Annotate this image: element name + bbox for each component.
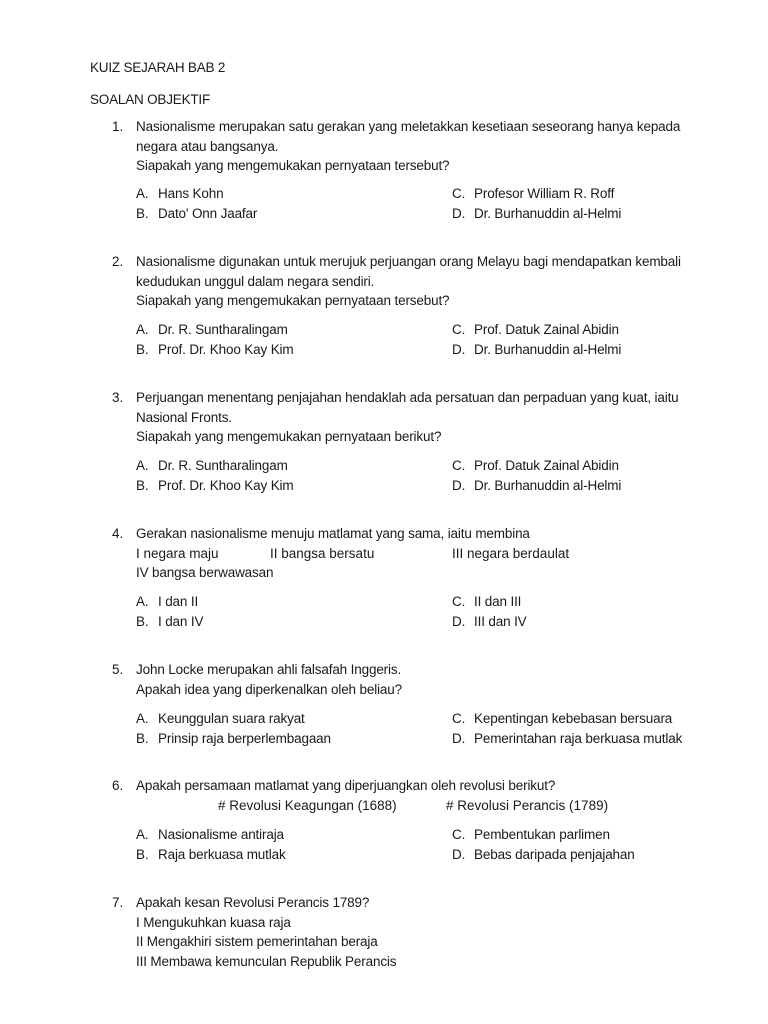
question-line: Apakah idea yang diperkenalkan oleh beliau? [136,681,403,697]
option-d[interactable]: D. Pemerintahan raja berkuasa mutlak [452,730,683,746]
roman-choice-ii: II bangsa bersatu [270,545,375,561]
option-a[interactable]: A. Hans Kohn [136,186,224,201]
option-b[interactable]: B. Prof. Dr. Khoo Kay Kim [136,477,294,493]
roman-choice-i: I negara maju [136,545,219,561]
question-number: 3. [112,390,124,405]
question-line: Apakah kesan Revolusi Perancis 1789? [136,895,370,910]
question-text [136,388,696,447]
question-text [136,893,696,971]
option-a[interactable]: A. I dan II [136,594,199,609]
question-line: Perjuangan menentang penjajahan hendaklah ada persatuan dan perpaduan yang kuat, iaitu [136,390,679,405]
option-b[interactable]: B. Dato' Onn Jaafar [136,205,258,221]
question-text [136,660,696,699]
roman-choice-iv: IV bangsa berwawasan [136,565,274,580]
question-text [136,252,696,311]
question-line: Apakah persamaan matlamat yang diperjuangkan oleh revolusi berikut? [136,778,556,793]
option-d[interactable]: D. Bebas daripada penjajahan [452,846,635,862]
question-line: II Mengakhiri sistem pemerintahan beraja [136,934,378,949]
question-line: Siapakah yang mengemukakan pernyataan tersebut? [136,293,450,308]
option-a[interactable]: A. Dr. R. Suntharalingam [136,458,288,473]
option-c[interactable]: C. Kepentingan kebebasan bersuara [452,711,673,726]
option-a[interactable]: A. Dr. R. Suntharalingam [136,322,288,337]
question-line: negara atau bangsanya. [136,138,279,154]
question-line: III Membawa kemunculan Republik Perancis [136,953,397,969]
question-line: Nasionalisme merupakan satu gerakan yang meletakkan kesetiaan seseorang hanya kepada [136,119,681,134]
option-c[interactable]: C. II dan III [452,594,522,609]
option-d[interactable]: D. Dr. Burhanuddin al-Helmi [452,341,622,357]
question-number: 6. [112,778,124,793]
revolution-second: # Revolusi Perancis (1789) [446,797,609,813]
question-line: Siapakah yang mengemukakan pernyataan tersebut? [136,158,450,173]
question-line: Nasional Fronts. [136,409,232,425]
question-text [136,117,696,176]
option-d[interactable]: D. III dan IV [452,613,527,629]
question-number: 4. [112,526,124,541]
question-line: Gerakan nasionalisme menuju matlamat yang sama, iaitu membina [136,526,530,541]
option-c[interactable]: C. Pembentukan parlimen [452,827,610,842]
question-line: kedudukan unggul dalam negara sendiri. [136,273,375,289]
question-number: 5. [112,662,124,677]
option-d[interactable]: D. Dr. Burhanuddin al-Helmi [452,205,622,221]
option-c[interactable]: C. Prof. Datuk Zainal Abidin [452,322,619,337]
section-heading: SOALAN OBJEKTIF [90,92,211,107]
roman-choice-row [136,544,696,564]
option-b[interactable]: B. I dan IV [136,613,204,629]
option-b[interactable]: B. Prinsip raja berperlembagaan [136,730,331,746]
question-text [136,776,696,815]
option-b[interactable]: B. Raja berkuasa mutlak [136,846,286,862]
revolution-row [136,796,696,816]
question-line: Nasionalisme digunakan untuk merujuk perjuangan orang Melayu bagi mendapatkan kembali [136,254,681,269]
question-number: 1. [112,119,124,134]
question-line: John Locke merupakan ahli falsafah Inggeris. [136,662,402,677]
roman-choice-iii: III negara berdaulat [452,545,570,561]
option-b[interactable]: B. Prof. Dr. Khoo Kay Kim [136,341,294,357]
option-c[interactable]: C. Prof. Datuk Zainal Abidin [452,458,619,473]
option-d[interactable]: D. Dr. Burhanuddin al-Helmi [452,477,622,493]
revolution-first: # Revolusi Keagungan (1688) [218,797,397,813]
question-line: I Mengukuhkan kuasa raja [136,914,291,930]
question-line: Siapakah yang mengemukakan pernyataan berikut? [136,429,442,444]
option-c[interactable]: C. Profesor William R. Roff [452,186,615,201]
option-a[interactable]: A. Keunggulan suara rakyat [136,711,305,726]
option-a[interactable]: A. Nasionalisme antiraja [136,827,284,842]
question-text [136,524,696,583]
question-number: 7. [112,895,124,910]
question-number: 2. [112,254,124,269]
document-title: KUIZ SEJARAH BAB 2 [90,60,226,75]
